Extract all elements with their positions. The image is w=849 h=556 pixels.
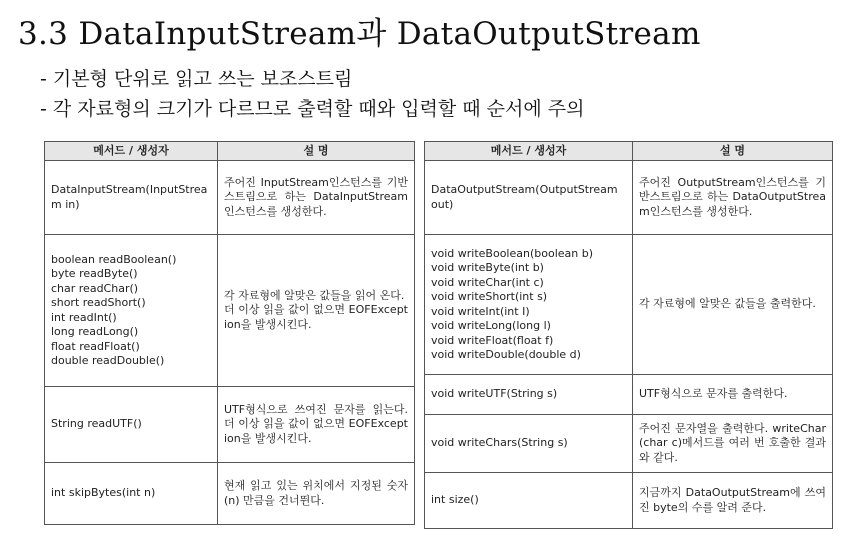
table-row: [425, 415, 833, 473]
method-cell: int size(): [425, 473, 633, 529]
table-row: [45, 387, 415, 463]
section-title: 3.3 DataInputStream과 DataOutputStream: [18, 16, 701, 52]
description-cell: 주어진 문자열을 출력한다. writeChar(char c)메서드를 여러 번 호출한 결과와 같다.: [633, 415, 833, 473]
description-cell: 현재 읽고 있는 위치에서 지정된 숫자(n) 만큼을 건너뛴다.: [218, 463, 415, 525]
table-row: [425, 473, 833, 529]
bullet-point: - 각 자료형의 크기가 다르므로 출력할 때와 입력할 때 순서에 주의: [40, 98, 585, 120]
column-header-method: 메서드 / 생성자: [425, 142, 633, 161]
method-cell: boolean readBoolean() byte readByte() char readChar() short readShort() int readInt() long readLong() float readFloat() double readDouble(): [45, 235, 218, 387]
method-cell: DataOutputStream(OutputStream out): [425, 161, 633, 235]
table-row: [425, 375, 833, 415]
description-cell: 각 자료형에 알맞은 값들을 읽어 온다. 더 이상 읽을 값이 없으면 EOFException을 발생시킨다.: [218, 235, 415, 387]
column-header-description: 설 명: [633, 142, 833, 161]
column-header-method: 메서드 / 생성자: [45, 142, 218, 161]
table-row: [45, 161, 415, 235]
method-cell: int skipBytes(int n): [45, 463, 218, 525]
method-cell: DataInputStream(InputStream in): [45, 161, 218, 235]
table-row: [45, 235, 415, 387]
description-cell: 각 자료형에 알맞은 값들을 출력한다.: [633, 235, 833, 375]
table-header-row: [425, 142, 833, 161]
table-header-row: [45, 142, 415, 161]
description-cell: 주어진 OutputStream인스턴스를 기반스트림으로 하는 DataOutputStream인스턴스를 생성한다.: [633, 161, 833, 235]
dataoutputstream-method-table: [424, 141, 833, 529]
datainputstream-method-table: [44, 141, 415, 525]
table-row: [425, 161, 833, 235]
table-row: [45, 463, 415, 525]
method-cell: String readUTF(): [45, 387, 218, 463]
column-header-description: 설 명: [218, 142, 415, 161]
description-cell: UTF형식으로 쓰여진 문자를 읽는다. 더 이상 읽을 값이 없으면 EOFException을 발생시킨다.: [218, 387, 415, 463]
method-cell: void writeUTF(String s): [425, 375, 633, 415]
bullet-point: - 기본형 단위로 읽고 쓰는 보조스트림: [40, 68, 353, 90]
table-row: [425, 235, 833, 375]
method-cell: void writeBoolean(boolean b) void writeByte(int b) void writeChar(int c) void writeShort(int s) void writeInt(int I) void writeLong(long l) void writeFloat(float f) void writeDouble(double d): [425, 235, 633, 375]
description-cell: 주어진 InputStream인스턴스를 기반스트림으로 하는 DataInputStream인스턴스를 생성한다.: [218, 161, 415, 235]
description-cell: UTF형식으로 문자를 출력한다.: [633, 375, 833, 415]
method-cell: void writeChars(String s): [425, 415, 633, 473]
description-cell: 지금까지 DataOutputStream에 쓰여진 byte의 수를 알려 준다.: [633, 473, 833, 529]
